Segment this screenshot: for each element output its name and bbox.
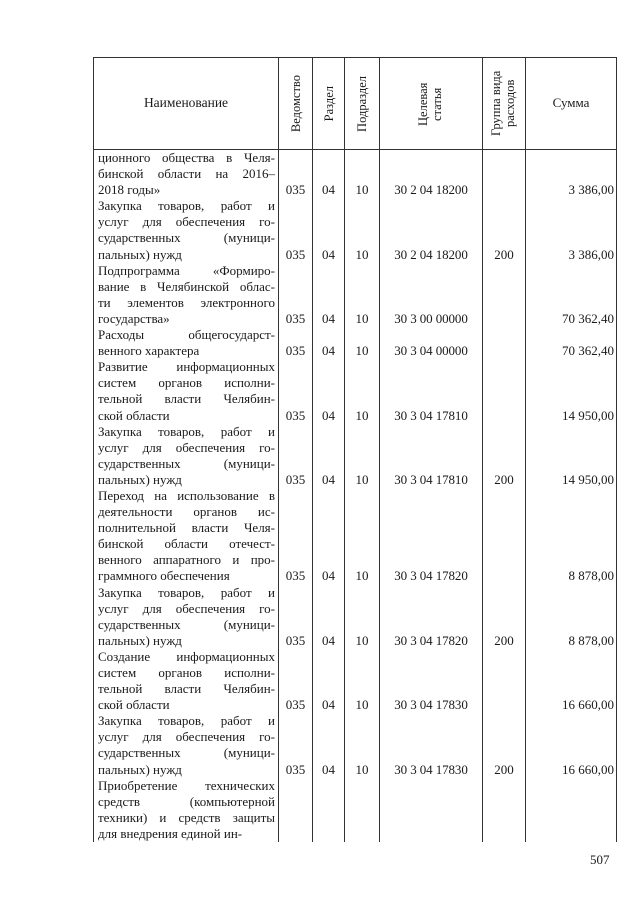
row-sum-cell [526, 778, 617, 842]
row-name-line: бинской области на 2016– [98, 166, 275, 182]
table-row [94, 488, 617, 585]
header-ved [279, 58, 313, 150]
row-name-line: ской области [98, 697, 170, 713]
row-celevaya-cell: 30 3 04 00000 [380, 327, 483, 359]
row-ved-cell: 035 [279, 488, 313, 585]
row-razdel-cell: 04 [313, 488, 345, 585]
header-razdel-label: Раздел [321, 85, 336, 122]
row-sum-cell: 3 386,00 [526, 198, 617, 262]
row-name-line: тельной власти Челябин- [98, 681, 275, 697]
row-name-line: ской области [98, 407, 170, 423]
row-razdel-cell: 04 [313, 327, 345, 359]
row-name-line: Закупка товаров, работ и [98, 713, 275, 729]
row-name-line: тельной власти Челябин- [98, 391, 275, 407]
row-podrazdel-cell: 10 [345, 327, 380, 359]
row-gruppa-cell [483, 327, 526, 359]
row-razdel-cell: 04 [313, 150, 345, 199]
row-name-cell [94, 488, 279, 585]
row-razdel-cell: 04 [313, 198, 345, 262]
row-gruppa-cell: 200 [483, 713, 526, 777]
header-name: Наименование [94, 58, 279, 150]
row-sum-cell: 70 362,40 [526, 263, 617, 327]
row-name-cell [94, 198, 279, 262]
header-ved-label: Ведомство [288, 74, 303, 133]
row-celevaya-cell: 30 3 04 17820 [380, 488, 483, 585]
row-razdel-cell [313, 778, 345, 842]
row-ved-cell: 035 [279, 327, 313, 359]
row-podrazdel-cell [345, 778, 380, 842]
row-name-line: полнительной власти Челя- [98, 520, 275, 536]
row-name-line: услуг для обеспечения го- [98, 214, 275, 230]
row-sum-cell: 16 660,00 [526, 713, 617, 777]
row-razdel-cell: 04 [313, 424, 345, 488]
row-celevaya-cell: 30 3 04 17820 [380, 585, 483, 649]
row-name-cell [94, 713, 279, 777]
header-celevaya [380, 58, 483, 150]
row-razdel-cell: 04 [313, 649, 345, 713]
header-podrazdel-label: Подраздел [355, 75, 369, 132]
row-podrazdel-cell: 10 [345, 263, 380, 327]
row-name-cell [94, 359, 279, 423]
row-name-line: техники) и средств защиты [98, 809, 275, 825]
row-podrazdel-cell: 10 [345, 150, 380, 199]
row-name-line: государства» [98, 310, 170, 326]
page-number: 507 [590, 852, 610, 867]
row-name-line: систем органов исполни- [98, 375, 275, 391]
row-celevaya-cell [380, 778, 483, 842]
table-row [94, 327, 617, 359]
row-name-line: услуг для обеспечения го- [98, 600, 275, 616]
row-name-line: сударственных (муници- [98, 455, 275, 471]
row-name-line: пальных) нужд [98, 761, 182, 777]
header-razdel [313, 58, 345, 150]
table-row [94, 424, 617, 488]
row-name-cell [94, 150, 279, 199]
row-podrazdel-cell: 10 [345, 198, 380, 262]
row-podrazdel-cell: 10 [345, 585, 380, 649]
row-name-line: пальных) нужд [98, 246, 182, 262]
row-name-cell [94, 649, 279, 713]
row-celevaya-cell: 30 3 00 00000 [380, 263, 483, 327]
row-name-line: деятельности органов ис- [98, 504, 275, 520]
row-gruppa-cell: 200 [483, 424, 526, 488]
header-podrazdel [345, 58, 380, 150]
row-razdel-cell: 04 [313, 359, 345, 423]
row-gruppa-cell [483, 778, 526, 842]
row-ved-cell: 035 [279, 198, 313, 262]
row-name-line: сударственных (муници- [98, 230, 275, 246]
row-name-line: Закупка товаров, работ и [98, 584, 275, 600]
row-gruppa-cell: 200 [483, 585, 526, 649]
row-sum-cell: 8 878,00 [526, 488, 617, 585]
row-name-line: для внедрения единой ин- [98, 825, 243, 841]
row-name-cell [94, 327, 279, 359]
table-row [94, 585, 617, 649]
row-celevaya-cell: 30 2 04 18200 [380, 150, 483, 199]
row-podrazdel-cell: 10 [345, 488, 380, 585]
row-ved-cell: 035 [279, 585, 313, 649]
row-celevaya-cell: 30 3 04 17830 [380, 713, 483, 777]
table-row [94, 359, 617, 423]
row-sum-cell: 14 950,00 [526, 359, 617, 423]
row-ved-cell: 035 [279, 424, 313, 488]
row-gruppa-cell [483, 488, 526, 585]
row-razdel-cell: 04 [313, 585, 345, 649]
row-razdel-cell: 04 [313, 713, 345, 777]
row-razdel-cell: 04 [313, 263, 345, 327]
row-name-line: вание в Челябинской облас- [98, 278, 275, 294]
table-header-row [94, 58, 617, 150]
row-name-line: Приобретение технических [98, 777, 275, 793]
row-podrazdel-cell: 10 [345, 359, 380, 423]
table-row [94, 263, 617, 327]
row-name-cell [94, 585, 279, 649]
row-sum-cell: 70 362,40 [526, 327, 617, 359]
row-name-line: Переход на использование в [98, 487, 275, 503]
row-name-cell [94, 263, 279, 327]
table-row [94, 778, 617, 842]
row-name-line: услуг для обеспечения го- [98, 729, 275, 745]
budget-table [93, 57, 617, 842]
row-name-line: Развитие информационных [98, 359, 275, 375]
row-celevaya-cell: 30 3 04 17830 [380, 649, 483, 713]
row-name-line: 2018 годы» [98, 182, 161, 198]
row-name-line: ционного общества в Челя- [98, 150, 275, 165]
row-name-line: Создание информационных [98, 648, 275, 664]
row-gruppa-cell [483, 359, 526, 423]
row-name-line: граммного обеспечения [98, 568, 230, 584]
row-ved-cell: 035 [279, 263, 313, 327]
row-podrazdel-cell: 10 [345, 424, 380, 488]
row-name-line: венного характера [98, 343, 200, 359]
header-celevaya-label: Целевая статья [416, 81, 444, 126]
row-name-line: пальных) нужд [98, 471, 182, 487]
row-name-line: услуг для обеспечения го- [98, 439, 275, 455]
row-ved-cell: 035 [279, 150, 313, 199]
row-gruppa-cell [483, 150, 526, 199]
row-name-line: Подпрограмма «Формиро- [98, 262, 275, 278]
row-name-line: бинской области отечест- [98, 536, 275, 552]
row-ved-cell [279, 778, 313, 842]
row-name-line: Расходы общегосударст- [98, 327, 275, 343]
row-name-line: средств (компьютерной [98, 793, 275, 809]
table-body [94, 150, 617, 843]
header-gruppa [483, 58, 526, 150]
row-name-line: сударственных (муници- [98, 745, 275, 761]
header-summa: Сумма [526, 58, 617, 150]
table-row [94, 150, 617, 199]
table-row [94, 713, 617, 777]
row-name-cell [94, 424, 279, 488]
row-name-line: венного аппаратного и про- [98, 552, 275, 568]
table-row [94, 649, 617, 713]
row-ved-cell: 035 [279, 359, 313, 423]
row-name-line: пальных) нужд [98, 632, 182, 648]
row-celevaya-cell: 30 2 04 18200 [380, 198, 483, 262]
row-name-line: сударственных (муници- [98, 616, 275, 632]
row-podrazdel-cell: 10 [345, 649, 380, 713]
row-gruppa-cell: 200 [483, 198, 526, 262]
row-sum-cell: 14 950,00 [526, 424, 617, 488]
row-ved-cell: 035 [279, 713, 313, 777]
table-row [94, 198, 617, 262]
row-name-line: ти элементов электронного [98, 294, 275, 310]
row-sum-cell: 8 878,00 [526, 585, 617, 649]
row-gruppa-cell [483, 263, 526, 327]
row-name-line: Закупка товаров, работ и [98, 423, 275, 439]
row-name-cell [94, 778, 279, 842]
row-name-line: Закупка товаров, работ и [98, 198, 275, 214]
header-gruppa-label: Группа вида расходов [489, 70, 517, 137]
row-celevaya-cell: 30 3 04 17810 [380, 359, 483, 423]
row-celevaya-cell: 30 3 04 17810 [380, 424, 483, 488]
row-sum-cell: 3 386,00 [526, 150, 617, 199]
row-gruppa-cell [483, 649, 526, 713]
row-podrazdel-cell: 10 [345, 713, 380, 777]
row-ved-cell: 035 [279, 649, 313, 713]
row-name-line: систем органов исполни- [98, 665, 275, 680]
row-sum-cell: 16 660,00 [526, 649, 617, 713]
